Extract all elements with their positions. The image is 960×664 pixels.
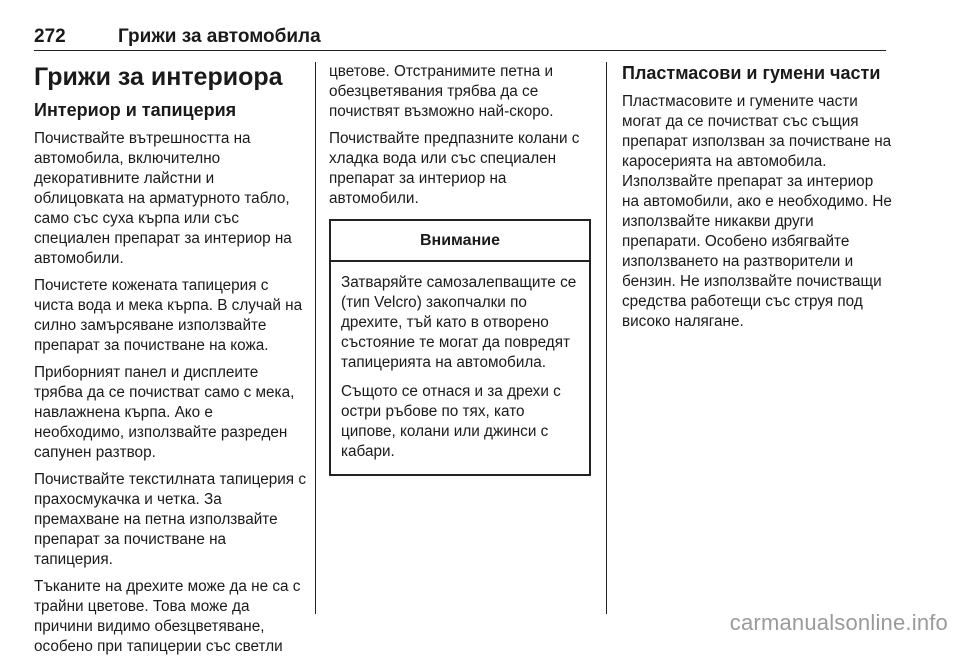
running-title: Грижи за автомобила <box>118 26 321 47</box>
page-number: 272 <box>34 26 66 47</box>
column-divider <box>606 62 607 614</box>
notice-paragraph: Същото се отнася и за дрехи с остри ръбове по тях, като ципове, колани или джинси с кабари. <box>341 383 561 460</box>
subheading-interior: Интериор и тапицерия <box>34 100 237 120</box>
subheading-plastic-rubber: Пластмасови и гумени части <box>622 63 881 83</box>
paragraph: Почиствайте предпазните колани с хладка вода или със специален препарат за интериор на автомобили. <box>329 130 580 207</box>
paragraph: Почистете кожената тапицерия с чиста вода и мека кърпа. В случай на силно замърсяване използвайте препарат за почистване на кожа. <box>34 277 303 354</box>
notice-paragraph: Затваряйте самозалепващите се (тип Velcro) закопчалки по дрехите, тъй като в отворено състояние те могат да повредят тапицерията на автомобила. <box>341 274 577 371</box>
notice-body <box>331 262 589 474</box>
paragraph: цветове. Отстранимите петна и обезцветявания трябва да се почиствят възможно най-скоро. <box>329 63 554 120</box>
paragraph: Тъканите на дрехите може да не са с трайни цветове. Това може да причини видимо обезцветяване, особено при тапицерии със светли <box>34 578 301 655</box>
column-2 <box>329 62 591 476</box>
column-1 <box>34 62 306 664</box>
paragraph: Пластмасовите и гумените части могат да се почистват със същия препарат използван за почистване на каросерията на автомобила. Използвайте препарат за интериор на автомобили, ако е необходимо. Не използвайте никакви други препарати. Особено избягвайте използването на разтворители и бензин. Не използвайте почистващи средства работещи със струя под високо налягане. <box>622 93 892 330</box>
paragraph: Почиствайте вътрешността на автомобила, включително декоративните лайстни и облицовката на арматурното табло, само със суха кърпа или със специален препарат за интериор на автомобили. <box>34 130 292 267</box>
section-title: Грижи за интериора <box>34 63 283 91</box>
paragraph: Почиствайте текстилната тапицерия с прахосмукачка и четка. За премахване на петна използвайте препарат за почистване на тапицерия. <box>34 471 306 568</box>
notice-title: Внимание <box>331 221 589 262</box>
column-3 <box>622 62 894 339</box>
column-divider <box>315 62 316 614</box>
page-header <box>34 20 886 51</box>
paragraph: Приборният панел и дисплеите трябва да се почистват само с мека, навлажнена кърпа. Ако е необходимо, използвайте разреден сапунен разтвор. <box>34 364 295 461</box>
notice-box <box>329 219 591 476</box>
watermark: carmanualsonline.info <box>729 610 948 635</box>
